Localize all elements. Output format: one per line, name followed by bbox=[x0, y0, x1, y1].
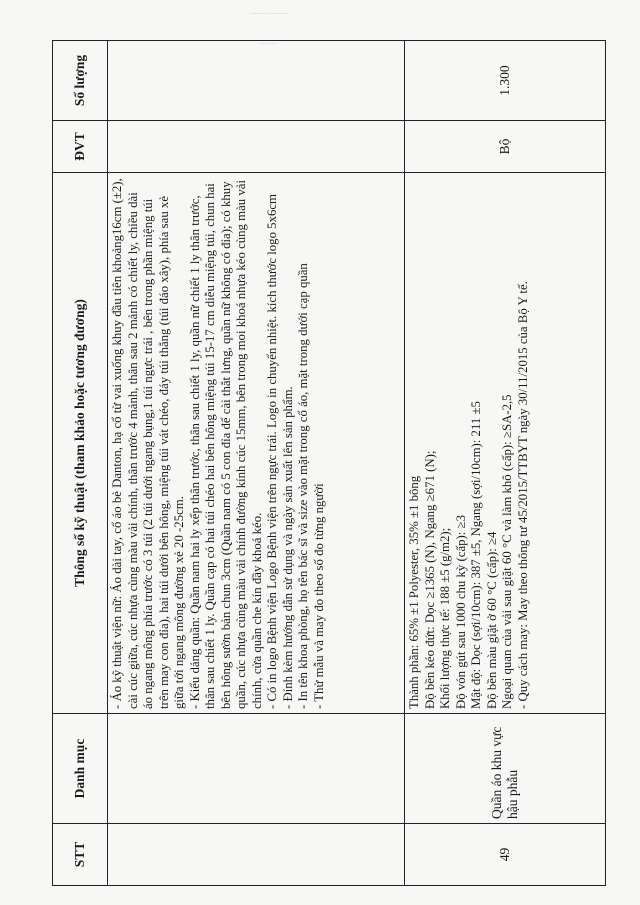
table-row bbox=[108, 41, 405, 886]
spec-line: Khối lượng thực tế: 188 ±5 (g/m2); bbox=[438, 527, 452, 709]
spec-line: Độ bền màu giặt ở 60 °C (cấp): ≥4 bbox=[484, 531, 499, 709]
spec-line: Độ vón gút sau 1000 chu kỳ (cấp): ≥3 bbox=[453, 515, 468, 709]
cell-danh-muc-empty bbox=[108, 714, 405, 824]
spec-line: - In tên khoa phòng, họ tên bác sĩ và size vào mặt trong cổ áo, mặt trong dưới cạp quần bbox=[296, 263, 310, 709]
spec-line: - Thử mẫu và may đo theo số đo từng người bbox=[311, 483, 326, 709]
cell-spec-continued bbox=[108, 173, 405, 714]
cell-stt: 49 bbox=[405, 824, 606, 886]
cell-stt-empty bbox=[108, 824, 405, 886]
bleed-through-mark: —— bbox=[260, 38, 278, 48]
spec-line: Ngoại quan của vải sau giặt 60 °C và làm khô (cấp): ≥SA-2,5 bbox=[500, 394, 514, 709]
cell-so-luong-empty bbox=[108, 41, 405, 121]
spec-line: Độ bền kéo đứt: Dọc ≥1365 (N), Ngang ≥671 (N); bbox=[422, 450, 437, 709]
bleed-through-mark: —— —— bbox=[250, 8, 289, 18]
table-row bbox=[405, 41, 606, 886]
header-so-luong: Số lượng bbox=[53, 41, 108, 121]
spec-line: - Áo kỹ thuật viện nữ: Áo dài tay, cổ áo bẻ Danton, hạ cổ từ vai xuống khuy đầu tiên khoảng16cm (±2), cài cúc giữa, cúc nhựa cùng màu vải chính, thân trước 4 mảnh, thân sau 2 mảnh có chiết ly, chiều dài áo ngang mông phía trước có 3 túi (2 túi dưới ngang bụng,1 túi ngực trái , bên trong phần miệng túi trên may con đỉa), hai túi dưới bên hông, miệng túi vát chéo, đáy túi thẳng (túi đáo xây), phía sau xẻ giữa tới ngang mông đường xẻ 20 -25cm. bbox=[110, 178, 186, 709]
cell-so-luong: 1.300 bbox=[405, 41, 606, 121]
cell-danh-muc: Quần áo khu vực hậu phẫu bbox=[405, 714, 606, 824]
header-thong-so: Thông số kỹ thuật (tham khảo hoặc tương đương) bbox=[53, 173, 108, 714]
header-row bbox=[53, 41, 108, 886]
rotated-table-container bbox=[52, 41, 600, 886]
spec-line: Thành phần: 65% ±1 Polyester, 35% ±1 bông bbox=[407, 475, 421, 709]
header-dvt: ĐVT bbox=[53, 121, 108, 173]
header-stt: STT bbox=[53, 824, 108, 886]
header-danh-muc: Danh mục bbox=[53, 714, 108, 824]
spec-line: - Có in logo Bệnh viện Logo Bệnh viện trên ngực trái. Logo in chuyển nhiệt. kích thước logo 5x6cm bbox=[265, 194, 279, 709]
spec-line: - Đính kèm hướng dẫn sử dụng và ngày sản xuất lên sản phẩm. bbox=[280, 386, 295, 709]
cell-dvt: Bộ bbox=[405, 121, 606, 173]
spec-line: - Quy cách may: May theo thông tư 45/2015/TTBYT ngày 30/11/2015 của Bộ Y tế. bbox=[515, 281, 530, 709]
spec-line: - Kiểu dáng quần: Quần nam hai ly xếp thân trước, thân sau chiết 1 ly, quần nữ chiết 1 ly thân trước, thân sau chiết 1 ly. Quần cạp có hai túi chéo hai bên hông miệng túi 15-17 cm diễu miệng túi, chun hai bên hông sườn bản chun 3cm (Quần nam có 5 con đỉa để cài thắt lưng, quần nữ không có đỉa); có khuy quần, cúc nhựa cùng màu vải chính đường kính cúc 15mm, bên trong moi khoá nhựa kéo cùng màu vải chính, cửa quần che kín đầy khoá kéo. bbox=[187, 179, 264, 709]
cell-dvt-empty bbox=[108, 121, 405, 173]
cell-spec bbox=[405, 173, 606, 714]
spec-table bbox=[52, 40, 606, 886]
spec-line: Mật độ: Dọc (sợi/10cm): 387 ±5, Ngang (sợi/10cm): 211 ±5 bbox=[469, 401, 483, 709]
